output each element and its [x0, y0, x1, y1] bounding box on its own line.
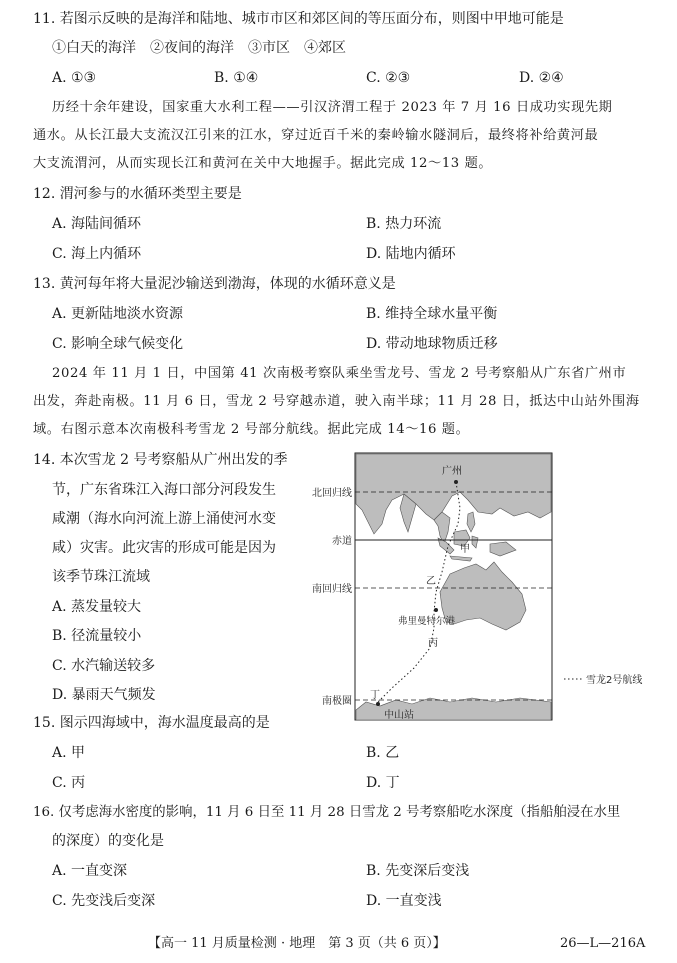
label-jia: 甲	[460, 544, 470, 555]
q12-option-b: B. 热力环流	[366, 216, 442, 232]
label-yi: 乙	[426, 576, 436, 587]
q14-line3: 咸潮（海水向河流上游上涌使河水变	[52, 511, 276, 527]
q16-line1: 16. 仅考虑海水密度的影响，11 月 6 日至 11 月 28 日雪龙 2 号考察船吃水深度（指船舶浸在水里	[33, 805, 621, 820]
point-zhongshan	[376, 702, 380, 706]
label-antarctic-circle: 南极圈	[322, 696, 352, 707]
q12-option-a: A. 海陆间循环	[52, 216, 142, 232]
q14-option-b: B. 径流量较小	[52, 628, 142, 644]
q11-option-d: D. ②④	[519, 70, 564, 86]
q14-option-d: D. 暴雨天气频发	[52, 687, 156, 703]
q12-option-d: D. 陆地内循环	[366, 246, 456, 262]
q13-option-b: B. 维持全球水量平衡	[366, 306, 498, 322]
footer-page-info: 【高一 11 月质量检测 · 地理 第 3 页（共 6 页）】	[148, 936, 446, 951]
q13-option-a: A. 更新陆地淡水资源	[52, 306, 184, 322]
route-map-svg	[300, 452, 660, 722]
q14-line5: 该季节珠江流域	[52, 569, 150, 585]
route-map	[300, 452, 660, 722]
q11-option-a: A. ①③	[52, 70, 97, 86]
passage2-line3: 域。右图示意本次南极科考雪龙 2 号部分航线。据此完成 14～16 题。	[33, 422, 470, 437]
q16-line2: 的深度）的变化是	[52, 833, 164, 849]
q14-line2: 节，广东省珠江入海口部分河段发生	[52, 482, 276, 498]
passage2-line2: 出发，奔赴南极。11 月 6 日，雪龙 2 号穿越赤道，驶入南半球；11 月 28 日，抵达中山站外围海	[33, 394, 640, 409]
q13-option-c: C. 影响全球气候变化	[52, 336, 184, 352]
q16-option-a: A. 一直变深	[52, 863, 128, 879]
passage1-line3: 大支流渭河，从而实现长江和黄河在关中大地握手。据此完成 12～13 题。	[33, 156, 493, 171]
q11-stem: 11. 若图示反映的是海洋和陆地、城市市区和郊区间的等压面分布，则图中甲地可能是	[33, 11, 564, 27]
q12-option-c: C. 海上内循环	[52, 246, 142, 262]
q11-option-c: C. ②③	[366, 70, 411, 86]
q14-line4: 咸）灾害。此灾害的形成可能是因为	[52, 540, 276, 556]
q16-option-d: D. 一直变浅	[366, 893, 442, 909]
q14-line1: 14. 本次雪龙 2 号考察船从广州出发的季	[33, 452, 288, 468]
q15-option-a: A. 甲	[52, 745, 86, 761]
q13-option-d: D. 带动地球物质迁移	[366, 336, 498, 352]
footer-code: 26—L—216A	[560, 936, 646, 951]
q11-items: ①白天的海洋 ②夜间的海洋 ③市区 ④郊区	[52, 40, 346, 56]
label-bing: 丙	[428, 638, 438, 649]
label-tropic-cancer: 北回归线	[312, 488, 352, 499]
q15-option-b: B. 乙	[366, 745, 400, 761]
label-equator: 赤道	[332, 536, 352, 547]
label-fremantle: 弗里曼特尔港	[398, 616, 456, 627]
legend-route-label: 雪龙2号航线	[586, 675, 643, 686]
label-ding: 丁	[370, 690, 380, 701]
passage2-line1: 2024 年 11 月 1 日，中国第 41 次南极考察队乘坐雪龙号、雪龙 2 号考察船从广东省广州市	[52, 366, 627, 381]
q15-option-c: C. 丙	[52, 775, 86, 791]
q15-option-d: D. 丁	[366, 775, 400, 791]
q13-stem: 13. 黄河每年将大量泥沙输送到渤海，体现的水循环意义是	[33, 276, 396, 292]
q16-option-c: C. 先变浅后变深	[52, 893, 156, 909]
q12-stem: 12. 渭河参与的水循环类型主要是	[33, 186, 242, 202]
point-fremantle	[434, 608, 438, 612]
passage1-line1: 历经十余年建设，国家重大水利工程——引汉济渭工程于 2023 年 7 月 16 日成功实现先期	[52, 100, 613, 115]
passage1-line2: 通水。从长江最大支流汉江引来的江水，穿过近百千米的秦岭输水隧洞后，最终将补给黄河最	[33, 128, 599, 143]
label-tropic-capricorn: 南回归线	[312, 584, 352, 595]
label-zhongshan: 中山站	[384, 710, 414, 721]
q11-option-b: B. ①④	[214, 70, 259, 86]
q14-option-c: C. 水汽输送较多	[52, 658, 156, 674]
q14-option-a: A. 蒸发量较大	[52, 599, 142, 615]
q15-stem: 15. 图示四海域中，海水温度最高的是	[33, 715, 270, 731]
label-guangzhou: 广州	[442, 466, 462, 477]
q16-option-b: B. 先变深后变浅	[366, 863, 470, 879]
point-guangzhou	[454, 480, 458, 484]
